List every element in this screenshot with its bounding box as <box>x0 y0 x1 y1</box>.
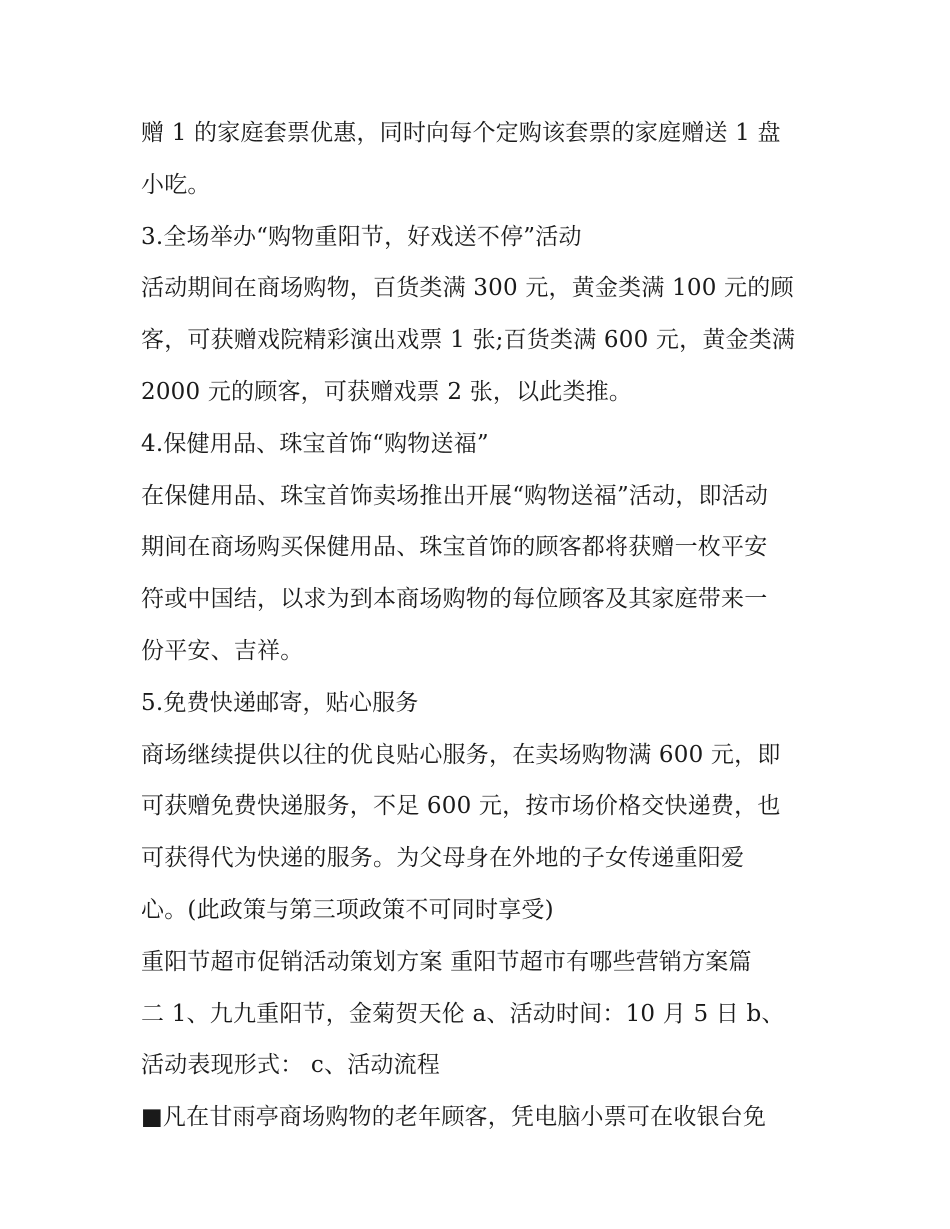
text-line: ■凡在甘雨亭商场购物的老年顾客，凭电脑小票可在收银台免 <box>141 1104 767 1131</box>
section-heading-3: 3.全场举办“购物重阳节，好戏送不停”活动 <box>141 223 582 250</box>
text-line: 符或中国结，以求为到本商场购物的每位顾客及其家庭带来一 <box>141 586 768 613</box>
text-line: 可获得代为快递的服务。为父母身在外地的子女传递重阳爱 <box>141 845 745 872</box>
section-heading-5: 5.免费快递邮寄，贴心服务 <box>141 689 419 716</box>
section-heading-4: 4.保健用品、珠宝首饰“购物送福” <box>141 430 489 457</box>
text-line: 小吃。 <box>141 171 211 198</box>
text-line: 可获赠免费快递服务，不足 600 元，按市场价格交快递费，也 <box>141 793 781 820</box>
text-line: 活动期间在商场购物，百货类满 300 元，黄金类满 100 元的顾 <box>141 275 794 302</box>
text-line: 赠 1 的家庭套票优惠，同时向每个定购该套票的家庭赠送 1 盘 <box>141 120 781 146</box>
text-line: 活动表现形式： c、活动流程 <box>141 1052 440 1079</box>
text-line: 二 1、九九重阳节，金菊贺天伦 a、活动时间：10 月 5 日 b、 <box>141 1000 785 1027</box>
text-line: 重阳节超市促销活动策划方案 重阳节超市有哪些营销方案篇 <box>141 948 752 975</box>
text-line: 商场继续提供以往的优良贴心服务，在卖场购物满 600 元，即 <box>141 741 781 768</box>
text-line: 期间在商场购买保健用品、珠宝首饰的顾客都将获赠一枚平安 <box>141 534 768 561</box>
text-line: 客，可获赠戏院精彩演出戏票 1 张;百货类满 600 元，黄金类满 <box>141 327 796 354</box>
document-body <box>141 108 821 1144</box>
text-line: 2000 元的顾客，可获赠戏票 2 张，以此类推。 <box>141 378 633 405</box>
text-line: 心。(此政策与第三项政策不可同时享受) <box>141 896 554 923</box>
text-line: 份平安、吉祥。 <box>141 637 304 664</box>
text-line: 在保健用品、珠宝首饰卖场推出开展“购物送福”活动，即活动 <box>141 482 769 509</box>
